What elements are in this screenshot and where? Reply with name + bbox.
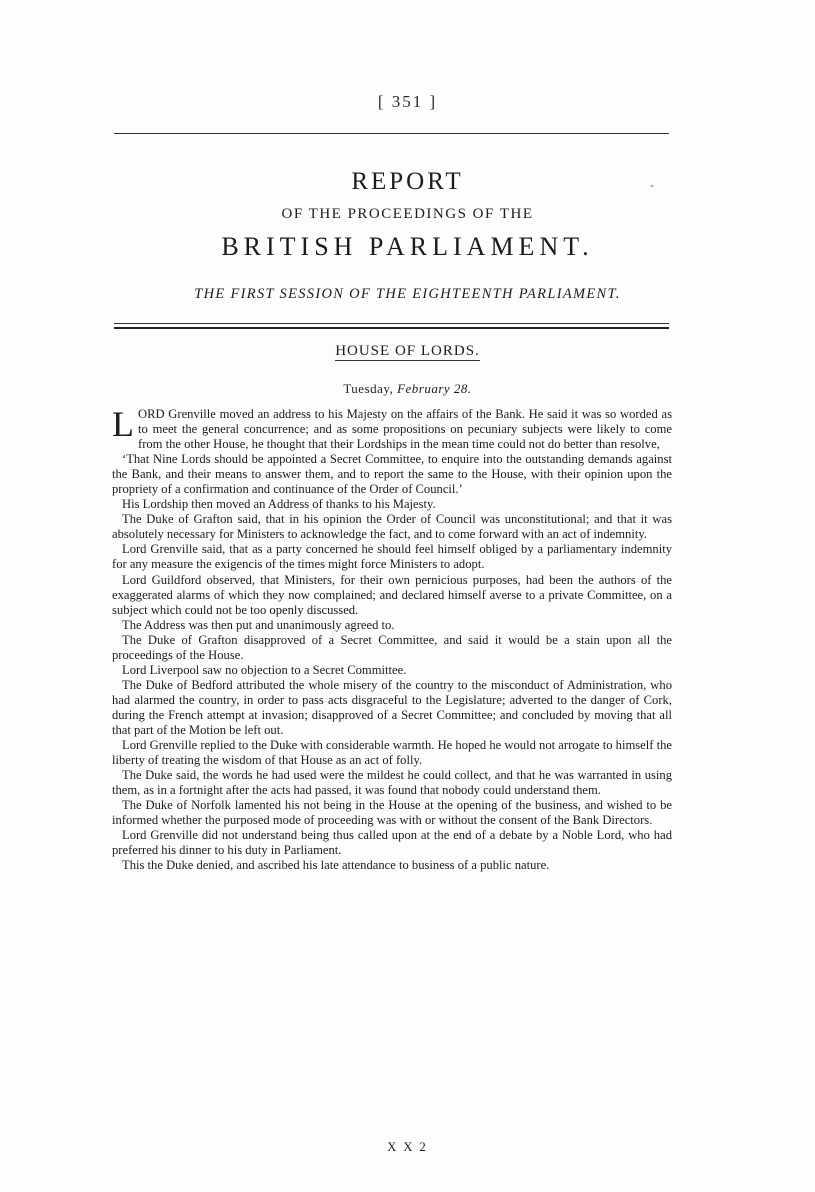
corner-mark: - xyxy=(650,178,654,192)
drop-cap: L xyxy=(112,404,134,444)
house-heading xyxy=(0,343,815,360)
page-number: [ 351 ] xyxy=(377,92,438,111)
parliament-title: BRITISH PARLIAMENT. xyxy=(221,232,594,261)
report-title: REPORT xyxy=(351,168,464,195)
paragraph-8: The Duke of Grafton disapproved of a Secret Committee, and said it would be a stain upon all the proceedings of the House. xyxy=(112,632,672,662)
paragraph-11: Lord Grenville replied to the Duke with considerable warmth. He hoped he would not arrogate to himself the liberty of treating the wisdom of that House as an act of folly. xyxy=(112,738,672,768)
paragraph-15: This the Duke denied, and ascribed his late attendance to business of a public nature. xyxy=(122,858,550,873)
top-rule xyxy=(114,133,669,134)
report-body xyxy=(112,404,672,873)
date-month: February 28. xyxy=(397,381,472,396)
paragraph-2: ‘That Nine Lords should be appointed a Secret Committee, to enquire into the outstanding demands against the Bank, and their means to answer them, and to report the same to the House, with their opinion upon the propriety of a confirmation and continuance of the Order of Council.’ xyxy=(112,452,672,497)
paragraph-4: The Duke of Grafton said, that in his opinion the Order of Council was unconstitutional; and that it was absolutely necessary for Ministers to acknowledge the fact, and to come forward with an act of indemnity. xyxy=(112,512,672,542)
paragraph-3: His Lordship then moved an Address of thanks to his Majesty. xyxy=(122,497,436,512)
paragraph-12: The Duke said, the words he had used were the mildest he could collect, and that he was warranted in using them, as in a fortnight after the acts had passed, it was found that nobody could understand them. xyxy=(112,768,672,798)
section-double-rule xyxy=(114,323,669,329)
paragraph-5: Lord Grenville said, that as a party concerned he should feel himself obliged by a parliamentary indemnity for any measure the exigencis of the times might force Ministers to adopt. xyxy=(112,542,672,572)
paragraph-1 xyxy=(112,404,672,452)
paragraph-9: Lord Liverpool saw no objection to a Secret Committee. xyxy=(122,662,407,677)
date-day: Tuesday, xyxy=(343,381,394,396)
house-heading-text: HOUSE OF LORDS. xyxy=(335,343,480,359)
paragraph-6: Lord Guildford observed, that Ministers, for their own pernicious purposes, had been the authors of the exaggerated alarms of which they now complained; and declared himself averse to a private Committee, on a subject which could not be too openly discussed. xyxy=(112,572,672,617)
paragraph-10: The Duke of Bedford attributed the whole misery of the country to the misconduct of Administration, who had alarmed the country, in order to pass acts disgraceful to the Legislature; adverted to the danger of Cork, during the French attempt at invasion; disapproved of a Secret Committee; and concluded by moving that all that part of the Motion be left out. xyxy=(112,677,672,737)
session-title: THE FIRST SESSION OF THE EIGHTEENTH PARLIAMENT. xyxy=(194,286,621,302)
sitting-date xyxy=(0,381,815,397)
paragraph-7: The Address was then put and unanimously agreed to. xyxy=(122,617,395,632)
paragraph-13: The Duke of Norfolk lamented his not being in the House at the opening of the business, and wished to be informed whether the purposed mode of proceeding was with or without the consent of the Bank Directors. xyxy=(112,798,672,828)
paragraph-text: ORD Grenville moved an address to his Majesty on the affairs of the Bank. He said it was so worded as to meet the general concurrence; and as some propositions on pecuniary subjects were likely to come from the other House, he thought that their Lordships in the mean time could not do better than resolve, xyxy=(138,407,672,452)
paragraph-14: Lord Grenville did not understand being thus called upon at the end of a debate by a Noble Lord, who had preferred his dinner to his duty in Parliament. xyxy=(112,828,672,858)
signature-mark: X X 2 xyxy=(387,1140,428,1154)
report-subtitle: OF THE PROCEEDINGS OF THE xyxy=(281,206,534,222)
